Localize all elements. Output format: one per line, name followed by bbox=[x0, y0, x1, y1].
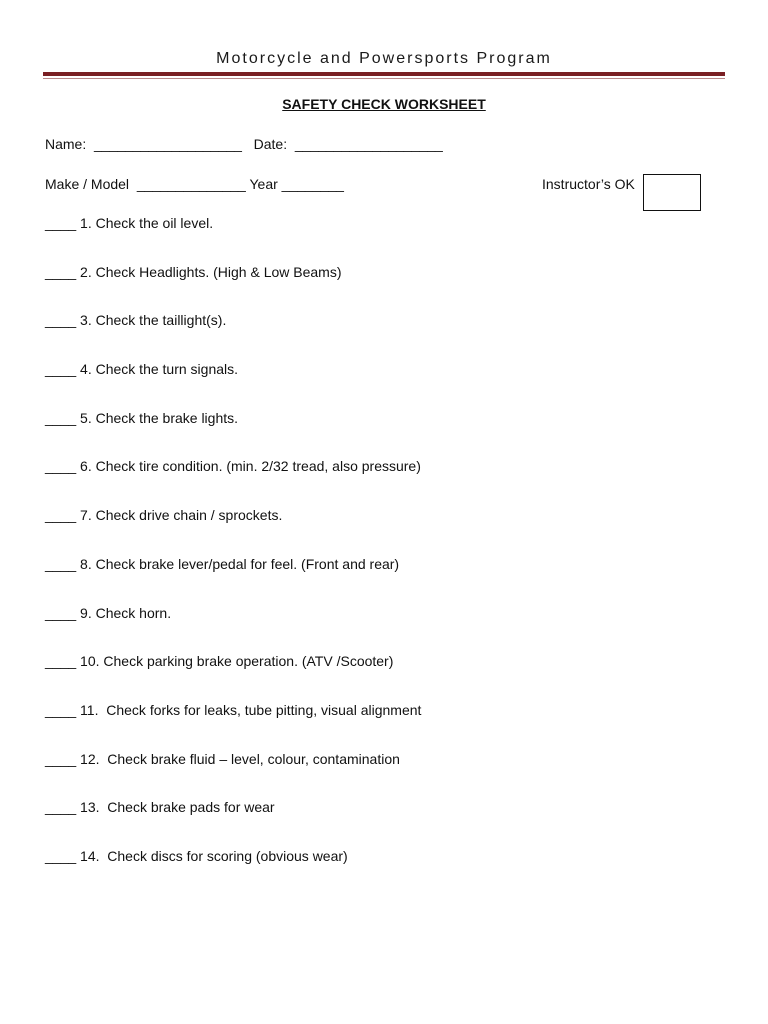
checklist-item bbox=[45, 799, 421, 848]
check-text: 11. Check forks for leaks, tube pitting, visual alignment bbox=[80, 701, 422, 718]
check-blank[interactable]: ____ bbox=[45, 409, 77, 426]
check-text: 14. Check discs for scoring (obvious wear) bbox=[80, 847, 348, 864]
header-rule-thin bbox=[43, 78, 725, 79]
checklist-item bbox=[45, 702, 421, 751]
checklist-item bbox=[45, 507, 421, 556]
checklist-item bbox=[45, 361, 421, 410]
checklist-item bbox=[45, 410, 421, 459]
check-blank[interactable]: ____ bbox=[45, 847, 77, 864]
checklist bbox=[45, 215, 421, 897]
checklist-item bbox=[45, 458, 421, 507]
name-field[interactable]: ___________________ bbox=[94, 136, 242, 152]
checklist-item bbox=[45, 215, 421, 264]
date-field[interactable]: ___________________ bbox=[294, 136, 443, 152]
check-text: 10. Check parking brake operation. (ATV /Scooter) bbox=[80, 653, 394, 670]
check-text: 2. Check Headlights. (High & Low Beams) bbox=[80, 263, 342, 280]
check-blank[interactable]: ____ bbox=[45, 604, 77, 621]
check-text: 9. Check horn. bbox=[80, 604, 172, 621]
check-text: 8. Check brake lever/pedal for feel. (Front and rear) bbox=[80, 555, 400, 572]
year-label: Year bbox=[249, 176, 278, 192]
header-rule bbox=[43, 72, 725, 76]
checklist-item bbox=[45, 751, 421, 800]
check-text: 3. Check the taillight(s). bbox=[80, 312, 227, 329]
check-text: 13. Check brake pads for wear bbox=[80, 799, 275, 816]
date-label: Date: bbox=[253, 136, 288, 152]
program-title: Motorcycle and Powersports Program bbox=[216, 50, 552, 67]
check-blank[interactable]: ____ bbox=[45, 507, 77, 524]
checklist-item bbox=[45, 653, 421, 702]
checklist-item bbox=[45, 556, 421, 605]
check-text: 5. Check the brake lights. bbox=[80, 409, 239, 426]
check-blank[interactable]: ____ bbox=[45, 799, 77, 816]
checklist-item bbox=[45, 605, 421, 654]
check-blank[interactable]: ____ bbox=[45, 263, 77, 280]
check-blank[interactable]: ____ bbox=[45, 750, 77, 767]
check-blank[interactable]: ____ bbox=[45, 653, 77, 670]
name-date-row bbox=[45, 136, 443, 152]
check-text: 6. Check tire condition. (min. 2/32 tread, also pressure) bbox=[80, 458, 421, 475]
instructor-ok-label: Instructor’s OK bbox=[542, 176, 635, 192]
checklist-item bbox=[45, 848, 421, 897]
check-blank[interactable]: ____ bbox=[45, 361, 77, 378]
check-blank[interactable]: ____ bbox=[45, 458, 77, 475]
check-text: 7. Check drive chain / sprockets. bbox=[80, 507, 283, 524]
instructor-ok-box[interactable] bbox=[643, 174, 701, 211]
checklist-item bbox=[45, 264, 421, 313]
make-year-row bbox=[45, 176, 344, 192]
check-text: 1. Check the oil level. bbox=[80, 215, 214, 231]
check-text: 4. Check the turn signals. bbox=[80, 361, 239, 378]
make-model-field[interactable]: ______________ bbox=[136, 176, 246, 192]
check-blank[interactable]: ____ bbox=[45, 215, 77, 231]
check-blank[interactable]: ____ bbox=[45, 555, 77, 572]
checklist-item bbox=[45, 312, 421, 361]
name-label: Name: bbox=[45, 136, 87, 152]
make-model-label: Make / Model bbox=[45, 176, 130, 192]
check-text: 12. Check brake fluid – level, colour, contamination bbox=[80, 750, 400, 767]
check-blank[interactable]: ____ bbox=[45, 701, 77, 718]
worksheet-title: SAFETY CHECK WORKSHEET bbox=[282, 96, 486, 112]
check-blank[interactable]: ____ bbox=[45, 312, 77, 329]
year-field[interactable]: ________ bbox=[281, 176, 344, 192]
